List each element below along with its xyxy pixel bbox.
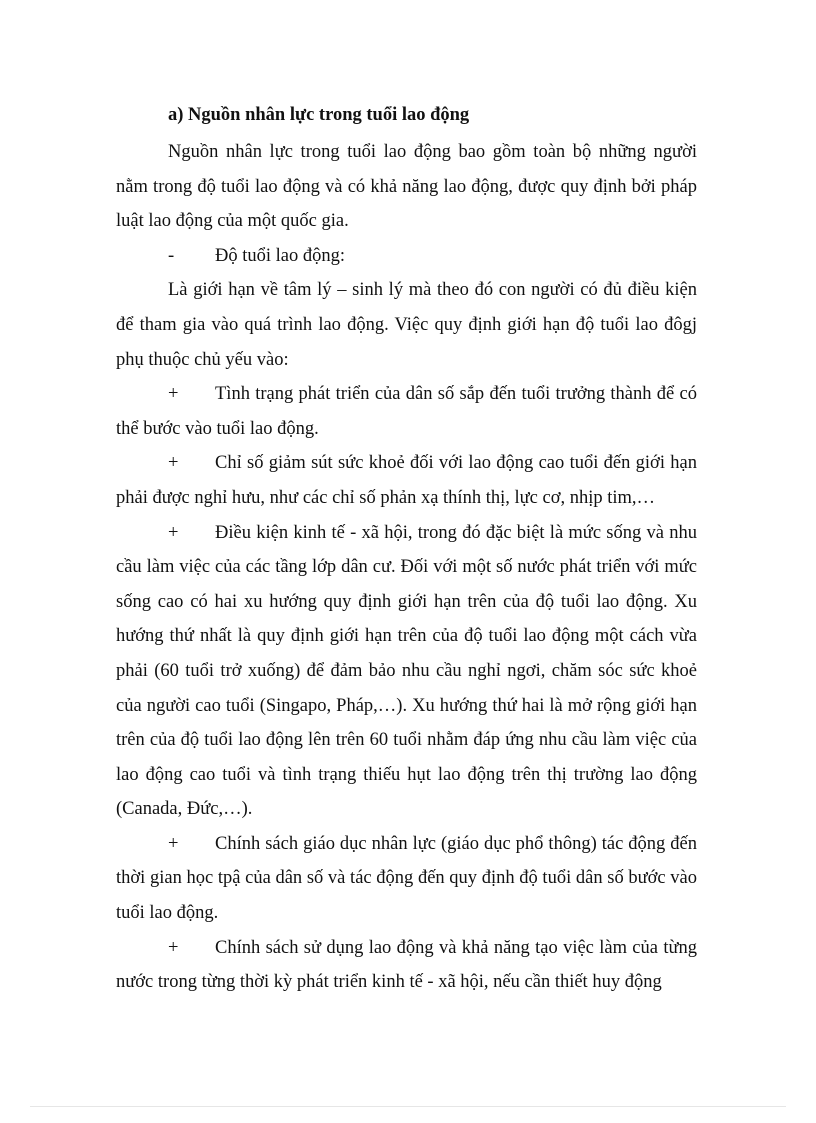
section-heading: a) Nguồn nhân lực trong tuổi lao động	[168, 105, 470, 125]
bullet-text: Tình trạng phát triển của dân số sắp đến tuổi trưởng thành để có thể bước vào tuổi lao động.	[116, 384, 697, 439]
bullet-item	[116, 931, 697, 1000]
plus-marker: +	[168, 453, 179, 474]
plus-marker: +	[168, 384, 179, 405]
bullet-item	[116, 446, 697, 515]
bullet-item	[116, 516, 697, 827]
paragraph-definition: Nguồn nhân lực trong tuổi lao động bao gồm toàn bộ những người nằm trong độ tuổi lao động và có khả năng lao động, được quy định bởi pháp luật lao động của một quốc gia.	[116, 142, 697, 232]
dash-marker: -	[168, 245, 175, 266]
plus-marker: +	[168, 522, 179, 543]
list-item-age-heading	[116, 239, 697, 274]
list-item-text: Độ tuổi lao động:	[215, 245, 346, 266]
bullet-text: Chính sách sử dụng lao động và khả năng tạo việc làm của từng nước trong từng thời kỳ phát triển kinh tế - xã hội, nếu cần thiết huy động	[116, 937, 697, 993]
bullet-text: Chỉ số giảm sút sức khoẻ đối với lao động cao tuổi đến giới hạn phải được nghỉ hưu, như các chỉ số phản xạ thính thị, lực cơ, nhịp tim,…	[116, 453, 697, 508]
bullet-item	[116, 377, 697, 446]
bullet-text: Điều kiện kinh tế - xã hội, trong đó đặc biệt là mức sống và nhu cầu làm việc của các tầng lớp dân cư. Đối với một số nước phát triển với mức sống cao có hai xu hướng quy định giới hạn trên của độ tuổi lao động. Xu hướng thứ nhất là quy định giới hạn trên của độ tuổi lao động một cách vừa phải (60 tuổi trở xuống) để đảm bảo nhu cầu nghỉ ngơi, chăm sóc sức khoẻ của người cao tuổi (Singapo, Pháp,…). Xu hướng thứ hai là mở rộng giới hạn trên của độ tuổi lao động lên trên 60 tuổi nhằm đáp ứng nhu cầu làm việc của lao động cao tuổi và tình trạng thiếu hụt lao động trên thị trường lao động (Canada, Đức,…).	[116, 522, 697, 820]
page-bottom-divider	[30, 1106, 786, 1107]
bullet-text: Chính sách giáo dục nhân lực (giáo dục phổ thông) tác động đến thời gian học tpậ của dân số và tác động đến quy định độ tuổi dân số bước vào tuổi lao động.	[116, 833, 697, 924]
bullet-item	[116, 827, 697, 931]
plus-marker: +	[168, 937, 179, 958]
document-body	[116, 100, 697, 1000]
plus-marker: +	[168, 833, 179, 854]
paragraph-age-definition: Là giới hạn về tâm lý – sinh lý mà theo đó con người có đủ điều kiện để tham gia vào quá trình lao động. Việc quy định giới hạn độ tuổi lao đôgj phụ thuộc chủ yếu vào:	[116, 280, 697, 370]
